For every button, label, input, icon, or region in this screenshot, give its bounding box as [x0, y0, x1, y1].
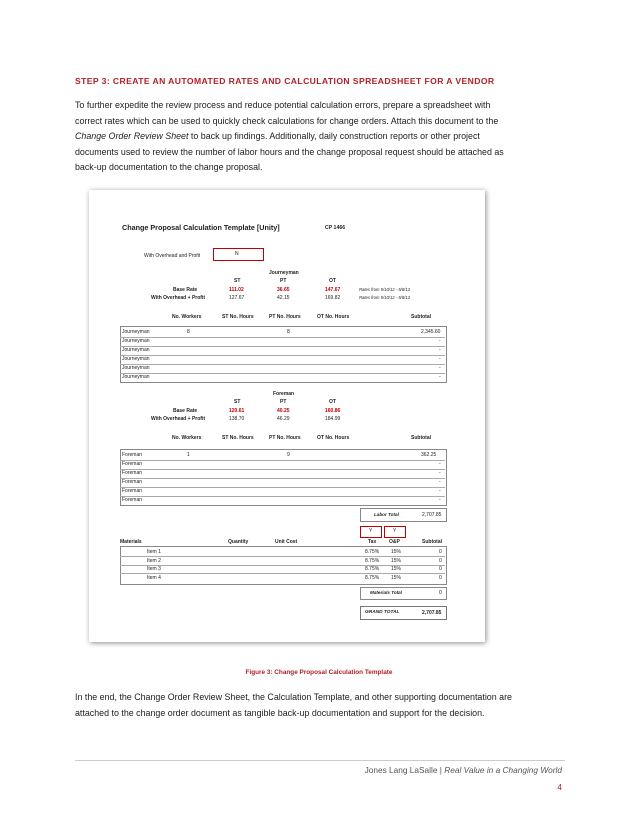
closing-line-2: attached to the change order document as tangible back-up documentation and support for the decision. — [75, 707, 485, 718]
jm-workers-header: No. Workers — [172, 314, 202, 320]
material-row-label: Item 4 — [147, 574, 161, 581]
table-row-divider — [120, 565, 445, 566]
footer-company: Jones Lang LaSalle — [364, 765, 438, 775]
journeyman-ohp-st: 127.67 — [229, 295, 245, 301]
closing-paragraph — [75, 690, 575, 721]
footer-separator: | — [437, 765, 445, 775]
ohp-flag-value[interactable]: Y — [393, 528, 397, 534]
journeyman-ot-header: OT — [329, 278, 336, 284]
table-row-divider — [120, 496, 445, 497]
journeyman-row-label: Journeyman — [122, 374, 150, 380]
quantity-header: Quantity — [228, 539, 249, 545]
table-row-divider — [120, 556, 445, 557]
foreman-base-rate-label: Base Rate — [173, 408, 198, 414]
foreman-row-workers: 1 — [187, 452, 190, 458]
journeyman-rate-note-1: Rates from 5/10/12 - 5/8/13 — [359, 287, 410, 292]
foreman-row-label: Foreman — [122, 497, 143, 503]
section-heading: STEP 3: CREATE AN AUTOMATED RATES AND CALCULATION SPREADSHEET FOR A VENDOR — [75, 76, 495, 86]
fm-subtotal-header: Subtotal — [411, 435, 431, 441]
table-row-divider — [120, 460, 445, 461]
jm-st-hours-header: ST No. Hours — [222, 314, 254, 320]
table-row-divider — [120, 573, 445, 574]
foreman-base-ot: 160.86 — [325, 408, 341, 414]
journeyman-ohp-label: With Overhead + Profit — [151, 295, 205, 301]
page-number: 4 — [557, 782, 562, 792]
intro-line-4: documents used to review the number of labor hours and the change proposal request should be attached as — [75, 146, 504, 157]
foreman-row-subtotal: - — [439, 461, 441, 467]
materials-total-label: Materials Total — [370, 590, 402, 595]
journeyman-row-workers: 8 — [187, 329, 190, 335]
materials-header: Materials — [120, 539, 142, 545]
foreman-row-label: Foreman — [122, 479, 143, 485]
spreadsheet-image — [89, 190, 485, 642]
foreman-row-pt-hours: 9 — [287, 452, 290, 458]
journeyman-row-pt-hours: 8 — [287, 329, 290, 335]
intro-paragraph — [75, 98, 575, 176]
material-row-subtotal: 0 — [439, 557, 442, 564]
journeyman-st-header: ST — [234, 278, 241, 284]
journeyman-row-subtotal: 2,345.60 — [421, 329, 441, 335]
grand-total-label: GRAND TOTAL — [365, 610, 400, 615]
foreman-row-subtotal: - — [439, 497, 441, 503]
footer-rule — [75, 760, 565, 761]
table-row-divider — [120, 337, 445, 338]
material-row-tax: 8.75% — [365, 557, 380, 564]
foreman-row-subtotal: - — [439, 488, 441, 494]
ohp-header: O&P — [389, 539, 400, 545]
unit-cost-header: Unit Cost — [275, 539, 298, 545]
journeyman-row-label: Journeyman — [122, 329, 150, 335]
material-row-subtotal: 0 — [439, 549, 442, 555]
figure-caption: Figure 3: Change Proposal Calculation Template — [245, 669, 393, 676]
foreman-ohp-label: With Overhead + Profit — [151, 416, 205, 422]
journeyman-rate-note-2: Rates from 5/10/12 - 5/8/13 — [359, 295, 410, 300]
table-row-divider — [120, 478, 445, 479]
material-row-tax: 8.75% — [365, 549, 380, 555]
journeyman-row-subtotal: - — [439, 356, 441, 362]
closing-line-1: In the end, the Change Order Review Sheet, the Calculation Template, and other supporting documentation are — [75, 692, 512, 702]
material-row-tax: 8.75% — [365, 574, 380, 581]
foreman-ot-header: OT — [329, 399, 336, 405]
journeyman-row-label: Journeyman — [122, 365, 150, 371]
jm-subtotal-header: Subtotal — [411, 314, 431, 320]
intro-line-5: back-up documentation to the change proposal. — [75, 162, 263, 172]
tax-flag-value[interactable]: Y — [369, 528, 373, 534]
fm-pt-hours-header: PT No. Hours — [269, 435, 301, 441]
calculation-template-figure — [89, 190, 485, 642]
table-row-divider — [120, 364, 445, 365]
foreman-pt-header: PT — [280, 399, 287, 405]
foreman-ohp-pt: 46.29 — [277, 416, 290, 422]
table-row-divider — [120, 355, 445, 356]
material-row-label: Item 3 — [147, 566, 161, 572]
journeyman-row-subtotal: - — [439, 374, 441, 380]
fm-ot-hours-header: OT No. Hours — [317, 435, 350, 441]
journeyman-heading: Journeyman — [269, 270, 299, 276]
overhead-value[interactable]: N — [235, 251, 239, 257]
journeyman-pt-header: PT — [280, 278, 287, 284]
journeyman-base-ot: 147.67 — [325, 287, 341, 293]
foreman-row-label: Foreman — [122, 461, 143, 467]
table-row-divider — [120, 373, 445, 374]
intro-line-2: correct rates which can be used to quickly check calculations for change orders. Attach this document to the — [75, 115, 499, 126]
intro-line-1: To further expedite the review process and reduce potential calculation errors, prepare a spreadsheet with — [75, 100, 491, 110]
foreman-row-label: Foreman — [122, 488, 143, 494]
template-title: Change Proposal Calculation Template [Unity] — [122, 223, 280, 232]
cp-number: CP 1466 — [325, 225, 346, 231]
material-row-tax: 8.75% — [365, 566, 380, 572]
foreman-st-header: ST — [234, 399, 241, 405]
foreman-base-pt: 40.25 — [277, 408, 290, 414]
journeyman-row-subtotal: - — [439, 347, 441, 353]
review-sheet-title: Change Order Review Sheet — [75, 131, 189, 141]
material-row-subtotal: 0 — [439, 574, 442, 581]
fm-workers-header: No. Workers — [172, 435, 202, 441]
material-row-label: Item 1 — [147, 549, 161, 555]
grand-total-value: 2,707.85 — [422, 610, 442, 616]
foreman-ohp-st: 138.70 — [229, 416, 245, 422]
table-row-divider — [120, 487, 445, 488]
foreman-base-st: 120.61 — [229, 408, 245, 414]
journeyman-row-label: Journeyman — [122, 347, 150, 353]
foreman-ohp-ot: 184.99 — [325, 416, 341, 422]
journeyman-row-label: Journeyman — [122, 338, 150, 344]
footer — [365, 765, 562, 775]
overhead-label: With Overhead and Profit — [144, 253, 201, 259]
fm-st-hours-header: ST No. Hours — [222, 435, 254, 441]
material-row-subtotal: 0 — [439, 566, 442, 572]
material-row-ohp: 15% — [391, 566, 402, 572]
intro-line-3-rest: to back up findings. Additionally, daily construction reports or other project — [188, 131, 480, 141]
material-row-label: Item 2 — [147, 557, 161, 564]
journeyman-row-label: Journeyman — [122, 356, 150, 362]
labor-total-label: Labor Total — [374, 512, 399, 517]
tax-header: Tax — [368, 539, 377, 545]
material-row-ohp: 15% — [391, 574, 402, 581]
foreman-row-subtotal: - — [439, 470, 441, 476]
table-row-divider — [120, 346, 445, 347]
journeyman-ohp-ot: 169.82 — [325, 295, 341, 301]
journeyman-ohp-pt: 42.15 — [277, 295, 290, 301]
foreman-heading: Foreman — [273, 391, 295, 397]
journeyman-row-subtotal: - — [439, 365, 441, 371]
jm-pt-hours-header: PT No. Hours — [269, 314, 301, 320]
journeyman-base-st: 111.02 — [229, 287, 244, 293]
foreman-row-label: Foreman — [122, 470, 143, 476]
jm-ot-hours-header: OT No. Hours — [317, 314, 350, 320]
intro-line-3 — [75, 129, 575, 145]
labor-total-value: 2,707.85 — [422, 512, 442, 518]
material-row-ohp: 15% — [391, 549, 402, 555]
journeyman-base-pt: 36.65 — [277, 287, 290, 293]
foreman-row-label: Foreman — [122, 452, 143, 458]
journeyman-base-rate-label: Base Rate — [173, 287, 198, 293]
foreman-row-subtotal: - — [439, 479, 441, 485]
materials-total-value: 0 — [439, 590, 442, 596]
material-row-ohp: 15% — [391, 557, 402, 564]
table-row-divider — [120, 469, 445, 470]
foreman-row-subtotal: 362.25 — [421, 452, 437, 458]
materials-subtotal-header: Subtotal — [422, 539, 442, 545]
footer-tagline: Real Value in a Changing World — [444, 765, 562, 775]
journeyman-row-subtotal: - — [439, 338, 441, 344]
